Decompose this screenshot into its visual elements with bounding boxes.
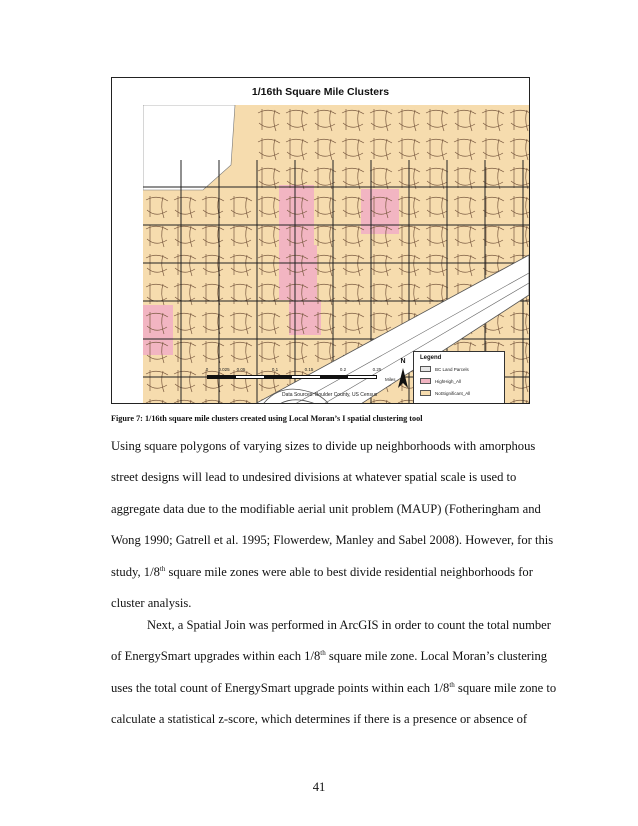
figure-caption: Figure 7: 1/16th square mile clusters created using Local Moran’s I spatial clustering tool bbox=[111, 414, 423, 423]
map-legend bbox=[413, 351, 505, 404]
text-line: calculate a statistical z-score, which determines if there is a presence or absence of bbox=[111, 712, 528, 727]
scale-tick-label: 0.025 bbox=[218, 367, 230, 372]
text-line: Next, a Spatial Join was performed in ArcGIS in order to count the total number bbox=[147, 618, 551, 632]
text-line: of EnergySmart upgrades within each 1/8th square mile zone. Local Moran’s clustering bbox=[111, 649, 548, 664]
text-line: study, 1/8th square mile zones were able to best divide residential neighborhoods for bbox=[111, 564, 533, 579]
legend-item-land-parcels bbox=[420, 365, 469, 373]
text-line: uses the total count of EnergySmart upgrade points within each 1/8th square mile zone to bbox=[111, 680, 557, 695]
scale-tick-label: 0.2 bbox=[339, 367, 347, 372]
scale-tick-label: 0.05 bbox=[236, 367, 246, 372]
scale-tick-label: 0.1 bbox=[271, 367, 279, 372]
scale-tick-label: 0.15 bbox=[304, 367, 314, 372]
north-letter: N bbox=[400, 358, 406, 365]
paragraph bbox=[111, 431, 554, 619]
legend-label: BC Land Parcels bbox=[435, 366, 469, 372]
map-title: 1/16th Square Mile Clusters bbox=[251, 86, 390, 98]
legend-item-not-significant bbox=[420, 389, 470, 397]
text-line: Using square polygons of varying sizes to divide up neighborhoods with amorphous bbox=[111, 439, 536, 453]
scale-bar bbox=[205, 367, 396, 387]
text-line: street designs will lead to undesired divisions at whatever spatial scale is used to bbox=[111, 470, 517, 485]
legend-label: HighHigh_All bbox=[435, 378, 462, 384]
legend-swatch bbox=[420, 366, 431, 372]
data-source-note: Data Sources: Boulder County, US Census bbox=[282, 392, 378, 398]
legend-title: Legend bbox=[420, 355, 442, 361]
text-line: aggregate data due to the modifiable aerial unit problem (MAUP) (Fotheringham and bbox=[111, 501, 541, 516]
scale-tick-label: 0 bbox=[205, 367, 209, 372]
paragraph bbox=[111, 610, 557, 736]
scale-bar-graphic bbox=[207, 375, 377, 379]
legend-swatch bbox=[420, 378, 431, 384]
legend-swatch bbox=[420, 390, 431, 396]
page-number: 41 bbox=[312, 780, 326, 794]
text-line: Wong 1990; Gatrell et al. 1995; Flowerdew, Manley and Sabel 2008). However, for this bbox=[111, 533, 554, 548]
north-arrow bbox=[395, 358, 411, 392]
map-figure bbox=[111, 77, 530, 404]
legend-item-highhigh bbox=[420, 377, 461, 385]
legend-label: NotSignificant_All bbox=[435, 390, 471, 396]
scale-tick-label: 0.25 bbox=[372, 367, 382, 372]
scale-tick-labels bbox=[205, 367, 382, 375]
scale-units: Miles bbox=[385, 377, 396, 382]
text-line: cluster analysis. bbox=[111, 596, 192, 611]
